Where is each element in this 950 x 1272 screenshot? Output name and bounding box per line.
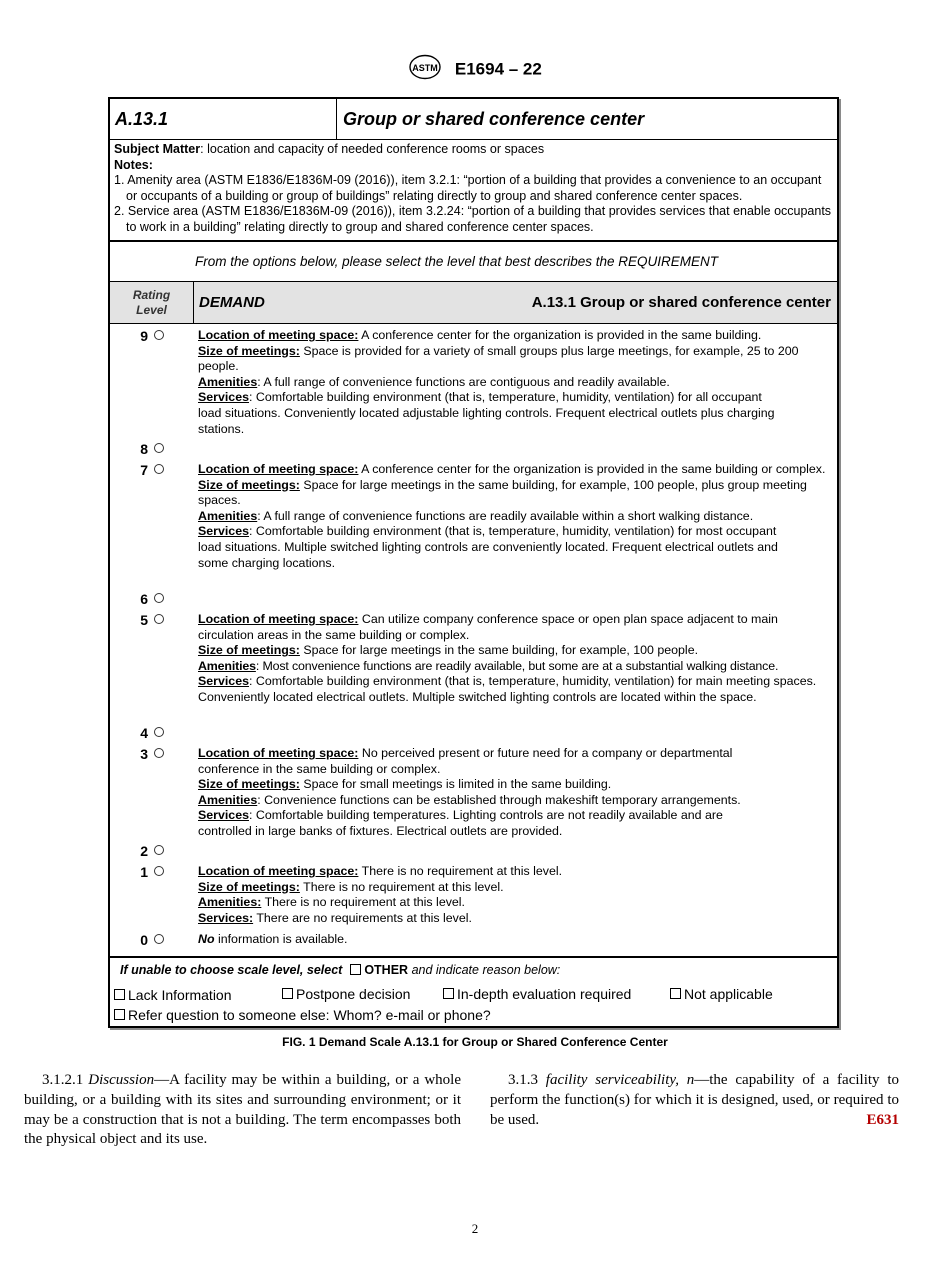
option-not-applicable[interactable] <box>670 986 773 1002</box>
level-3-radio[interactable] <box>154 748 164 758</box>
amenities-key: Amenities <box>198 508 258 523</box>
services-text: There are no requirements at this level. <box>253 910 472 925</box>
level-number: 7 <box>140 462 148 478</box>
notes-label: Notes <box>114 157 149 172</box>
note-2: 2. Service area (ASTM E1836/E1836M-09 (2016)), item 3.2.24: “portion of a building that provides services that enable occupants to work in a building” relating directly to group and shared conference center spaces. <box>114 204 832 234</box>
subject-text: : location and capacity of needed conference rooms or spaces <box>200 142 545 156</box>
demand-title: A.13.1 Group or shared conference center <box>531 294 831 311</box>
figure-id: A.13.1 <box>110 99 337 139</box>
size-key: Size of meetings: <box>198 477 300 492</box>
level-number: 2 <box>140 843 148 859</box>
term: facility serviceability, n <box>545 1072 695 1088</box>
section-number: 3.1.2.1 <box>42 1072 84 1088</box>
checkbox-icon[interactable] <box>443 988 454 999</box>
level-number: 8 <box>140 441 148 457</box>
amenities-text: There is no requirement at this level. <box>261 895 465 910</box>
left-column <box>24 1071 461 1150</box>
option-label: In-depth evaluation required <box>457 986 632 1002</box>
level-number: 0 <box>140 932 148 948</box>
amenities-text: : Convenience functions can be established through makeshift temporary arrangements. <box>257 792 741 807</box>
services-text: : Comfortable building environment (that is, temperature, humidity, ventilation) for all occupant load situations. Conveniently located adjustable lighting controls. Frequent electrical outlets plus charging stations. <box>198 390 775 436</box>
level-number: 1 <box>140 864 148 880</box>
level-1-radio[interactable] <box>154 866 164 876</box>
other-section <box>110 956 837 1028</box>
option-label: Not applicable <box>684 986 773 1002</box>
option-label: Refer question to someone else: Whom? e-mail or phone? <box>128 1007 491 1023</box>
option-label: Postpone decision <box>296 986 411 1002</box>
demand-label: DEMAND <box>199 294 265 311</box>
reference-link[interactable]: E631 <box>866 1111 899 1128</box>
size-text: Space for small meetings is limited in the same building. <box>299 777 612 792</box>
level-7-radio[interactable] <box>154 464 164 474</box>
size-text: There is no requirement at this level. <box>299 879 504 894</box>
location-text: No perceived present or future need for a company or departmental conference in the same building or complex. <box>198 746 733 776</box>
level-5-radio[interactable] <box>154 614 164 624</box>
location-key: Location of meeting space: <box>198 864 359 878</box>
services-text: : Comfortable building environment (that is, temperature, humidity, ventilation) for most occupant load situations. Multiple switched lighting controls are conveniently located. Frequent electrical outlets and some charging locations. <box>198 524 778 570</box>
subject-label: Subject Matter <box>114 142 201 156</box>
logo-text: ASTM <box>412 63 438 73</box>
figure-title: Group or shared conference center <box>343 109 645 129</box>
level-9-radio[interactable] <box>154 330 164 340</box>
other-suffix: and indicate reason below: <box>411 963 561 977</box>
amenities-key: Amenities <box>198 792 258 807</box>
level-number: 5 <box>140 612 148 628</box>
location-key: Location of meeting space: <box>198 328 359 342</box>
definition-text: —the capability of a facility to perform the function(s) for which it is designed, used, or required to be used. <box>490 1072 899 1128</box>
services-key: Services <box>198 524 249 539</box>
no-label: No <box>198 932 215 946</box>
level-number: 3 <box>140 746 148 762</box>
checkbox-icon[interactable] <box>114 989 125 1000</box>
level-number: 4 <box>140 725 148 741</box>
services-key: Services <box>198 674 249 689</box>
level-4-radio[interactable] <box>154 727 164 737</box>
level-description <box>198 612 834 706</box>
services-key: Services <box>198 808 249 823</box>
services-key: Services: <box>198 910 254 925</box>
amenities-text: : Most convenience functions are readily available, but some are at a substantial walking distance. <box>255 658 779 673</box>
section-number: 3.1.3 <box>508 1072 538 1088</box>
paragraph-3-1-3 <box>490 1071 899 1130</box>
level-6-radio[interactable] <box>154 593 164 603</box>
size-key: Size of meetings: <box>198 777 300 792</box>
option-lack-information[interactable] <box>114 987 232 1003</box>
size-key: Size of meetings: <box>198 343 300 358</box>
amenities-key: Amenities <box>198 374 258 389</box>
right-column <box>490 1071 899 1130</box>
level-8-radio[interactable] <box>154 443 164 453</box>
size-key: Size of meetings: <box>198 643 300 658</box>
checkbox-icon[interactable] <box>114 1009 125 1020</box>
checkbox-icon[interactable] <box>282 988 293 999</box>
size-key: Size of meetings: <box>198 879 300 894</box>
services-text: : Comfortable building temperatures. Lighting controls are not readily available and are controlled in large banks of fixtures. Electrical outlets are provided. <box>198 808 723 838</box>
definition-text: —A facility may be within a building, or a whole building, or a building with its sites and surrounding environment; or it may be a construction that is not a building. The term encompasses both the physical object and its use. <box>24 1072 462 1148</box>
location-key: Location of meeting space: <box>198 462 359 476</box>
size-text: Space is provided for a variety of small groups plus large meetings, for example, 25 to 200 people. <box>198 343 799 374</box>
other-checkbox[interactable] <box>350 964 361 975</box>
figure-title-row <box>110 99 837 140</box>
level-description <box>198 462 834 571</box>
checkbox-icon[interactable] <box>670 988 681 999</box>
level-description <box>198 328 834 437</box>
amenities-key: Amenities: <box>198 895 262 910</box>
figure-caption: FIG. 1 Demand Scale A.13.1 for Group or Shared Conference Center <box>282 1035 668 1049</box>
services-key: Services <box>198 390 249 405</box>
standard-designation: E1694 – 22 <box>454 59 542 79</box>
level-2-radio[interactable] <box>154 845 164 855</box>
location-text: A conference center for the organization is provided in the same building or complex. <box>358 462 826 476</box>
rating-level-header <box>110 282 194 323</box>
level-label: Level <box>136 303 167 317</box>
page-number: 2 <box>471 1221 479 1236</box>
option-label: Lack Information <box>128 987 232 1003</box>
location-text: There is no requirement at this level. <box>358 864 563 878</box>
amenities-key: Amenities <box>198 658 256 673</box>
level-description <box>198 932 834 948</box>
location-key: Location of meeting space: <box>198 746 359 760</box>
demand-scale-figure <box>108 97 839 1028</box>
option-refer-question[interactable] <box>114 1007 491 1023</box>
location-text: A conference center for the organization is provided in the same building. <box>358 328 762 342</box>
size-text: Space for large meetings in the same building, for example, 100 people, plus group meeting spaces. <box>198 477 807 508</box>
size-text: Space for large meetings in the same building, for example, 100 people. <box>299 643 699 658</box>
level-0-radio[interactable] <box>154 934 164 944</box>
demand-header <box>110 282 837 324</box>
instruction-text: From the options below, please select the level that best describes the REQUIREMENT <box>110 242 837 282</box>
option-postpone-decision[interactable] <box>282 986 410 1002</box>
other-prefix: If unable to choose scale level, select <box>120 963 343 977</box>
page-header <box>0 54 950 85</box>
option-in-depth-evaluation[interactable] <box>443 986 631 1002</box>
level-description <box>198 864 834 926</box>
amenities-text: : A full range of convenience functions are contiguous and readily available. <box>257 374 670 389</box>
level-description <box>198 746 834 840</box>
paragraph-3-1-2-1 <box>24 1071 461 1150</box>
level-number: 9 <box>140 328 148 344</box>
location-text: Can utilize company conference space or open plan space adjacent to main circulation areas in the same building or complex. <box>198 612 778 642</box>
location-key: Location of meeting space: <box>198 612 359 626</box>
services-text: : Comfortable building environment (that is, temperature, humidity, ventilation) for main meeting spaces. Conveniently located electrical outlets. Multiple switched lighting controls are located within the space. <box>198 674 817 704</box>
note-1: 1. Amenity area (ASTM E1836/E1836M-09 (2016)), item 3.2.1: “portion of a building that provides a convenience to an occupant or occupants of a building or group of buildings” relating directly to group and shared conference center spaces. <box>114 173 822 203</box>
amenities-text: : A full range of convenience functions are readily available within a short walking distance. <box>257 508 754 523</box>
term: Discussion <box>88 1072 155 1088</box>
level-number: 6 <box>140 591 148 607</box>
other-word: OTHER <box>364 963 409 977</box>
other-instruction <box>120 963 560 977</box>
no-text: information is available. <box>214 932 348 946</box>
subject-block: Subject Matter: location and capacity of needed conference rooms or spaces Notes: 1. Amenity area (ASTM E1836/E1836M-09 (2016)), item 3.2.1: “portion of a building that provides a convenience to an occupant or occupants of a building or group of buildings” relating directly to group and shared conference center spaces. 2. Service area (ASTM E1836/E1836M-09 (2016)), item 3.2.24: “portion of a building that provides services that enable occupants to work in a building” relating directly to group and shared conference center spaces. <box>110 140 837 242</box>
rating-label: Rating <box>132 288 171 302</box>
astm-logo-icon <box>408 54 442 85</box>
